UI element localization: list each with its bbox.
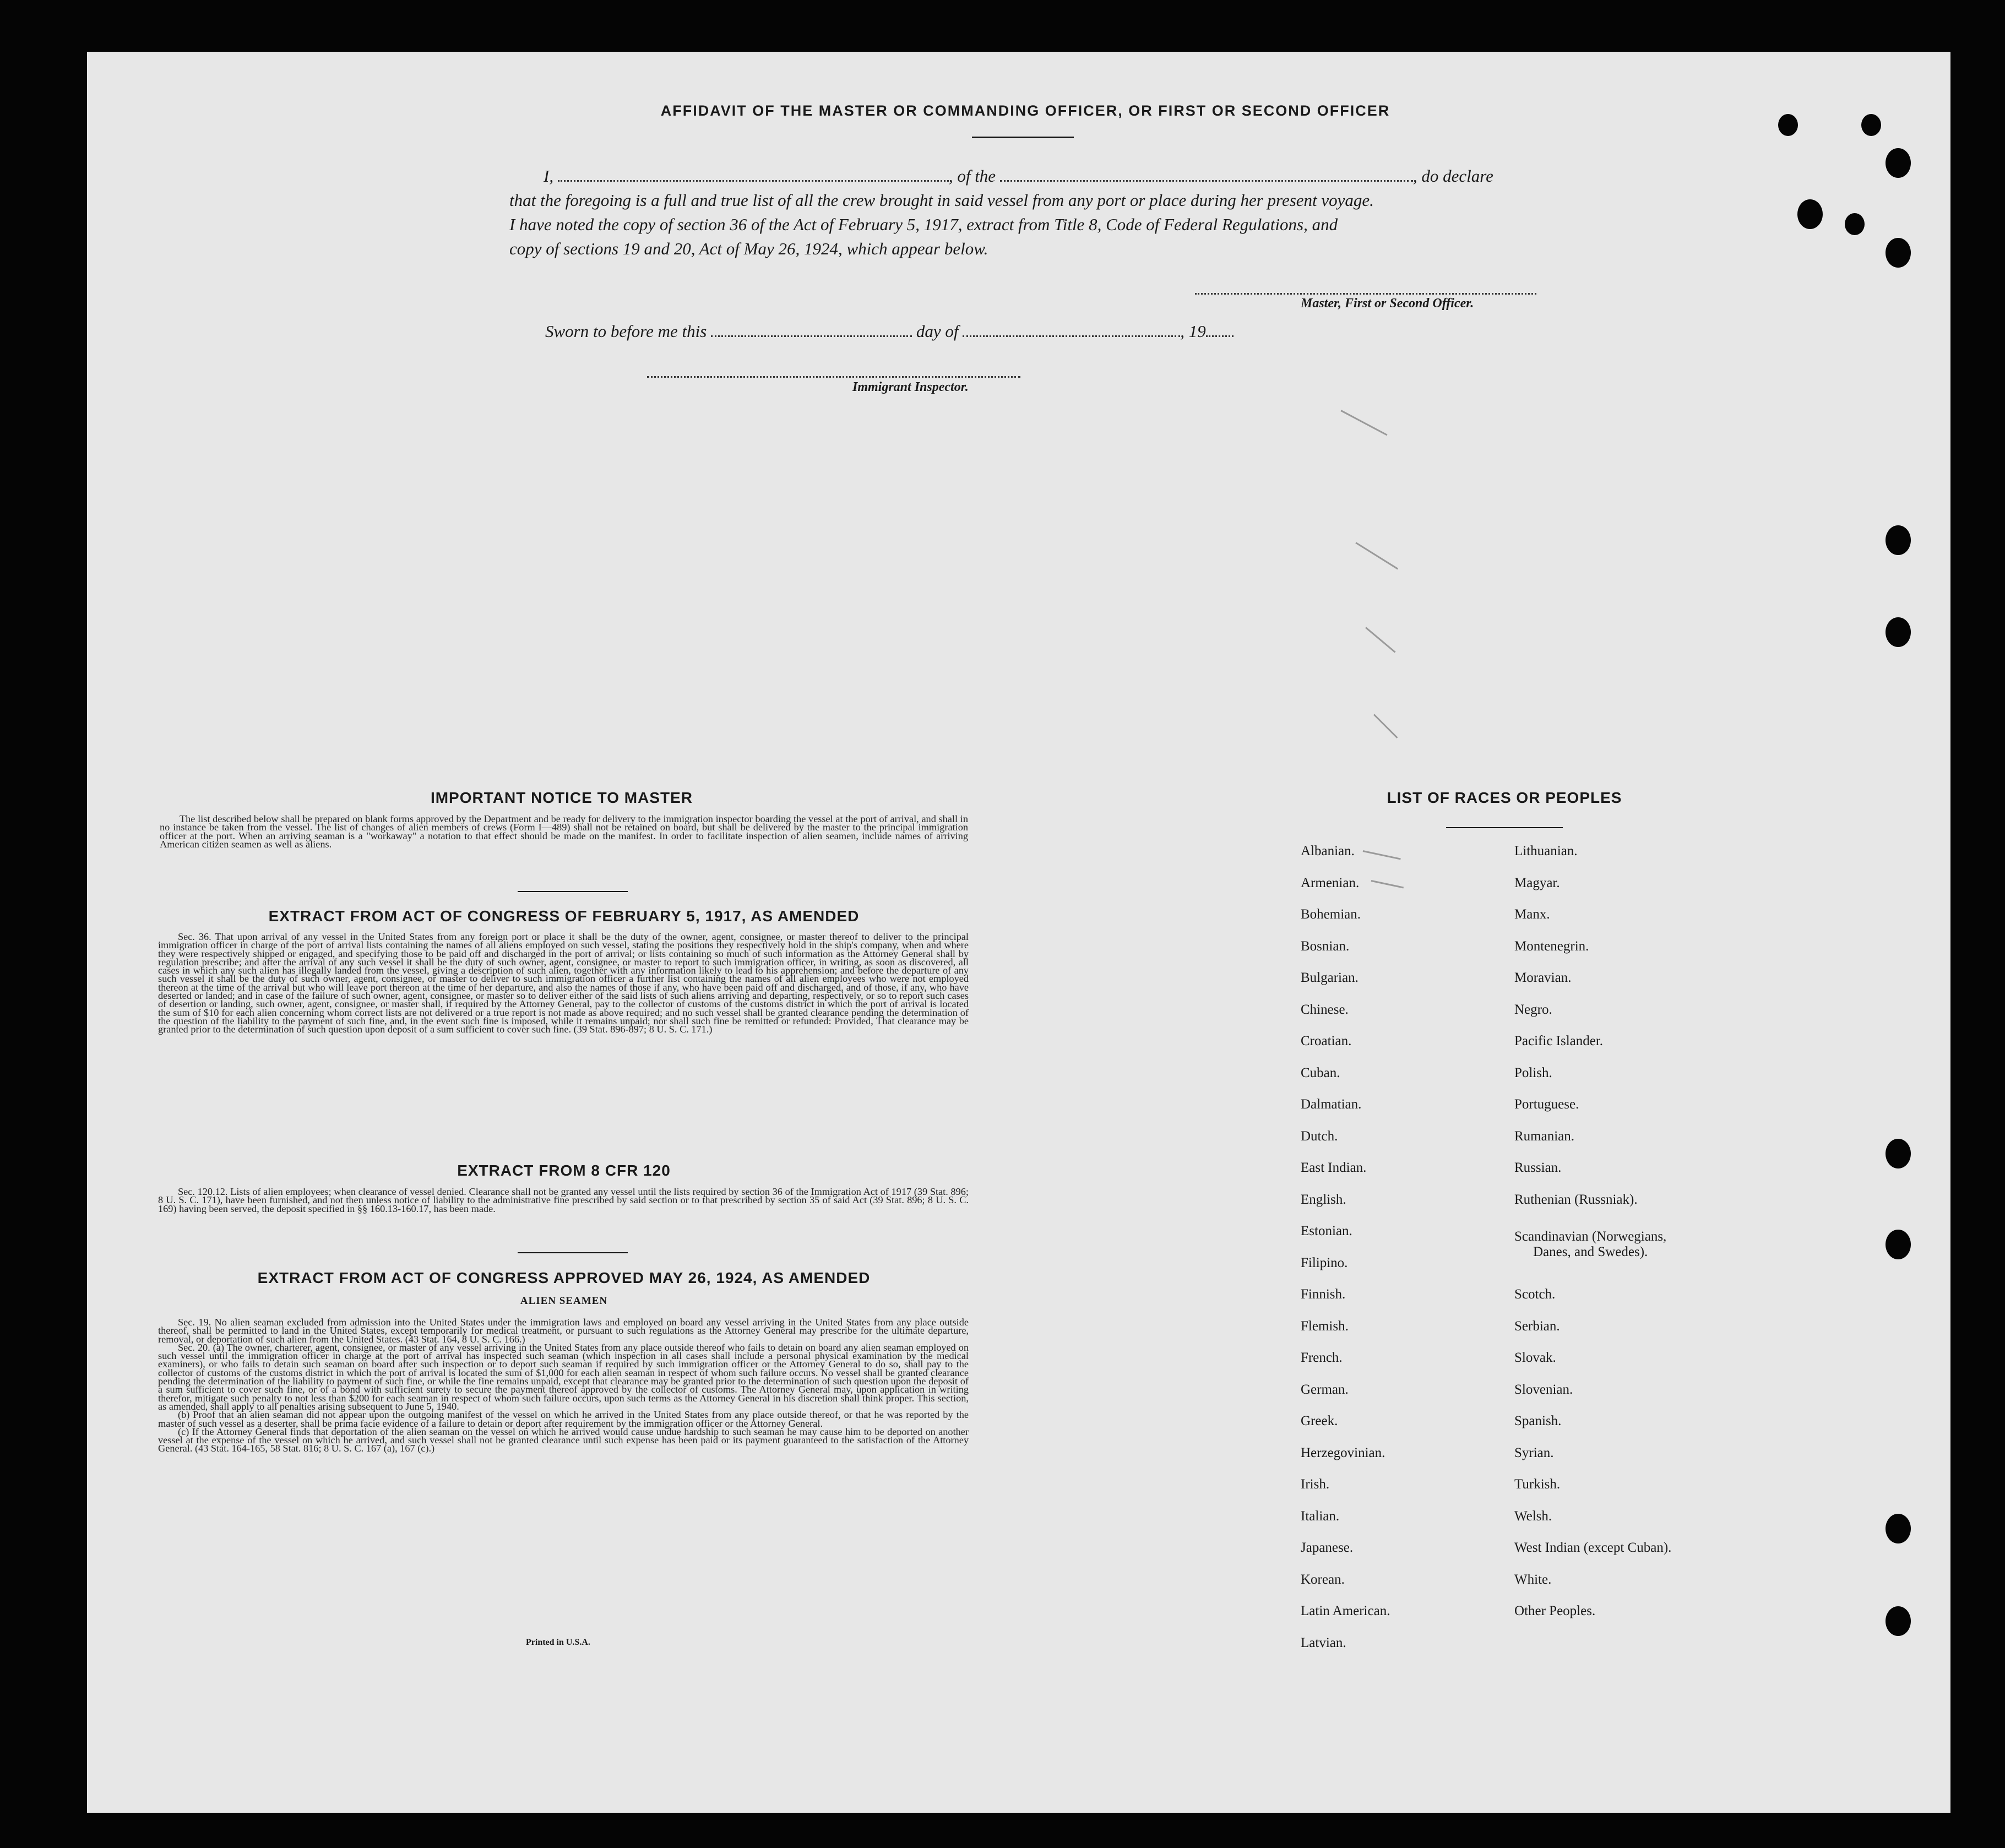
notice-text (160, 815, 968, 849)
sworn-statement (545, 319, 1575, 344)
race-item: Negro. (1514, 1002, 1552, 1017)
title-rule (972, 137, 1074, 138)
race-item: Serbian. (1514, 1319, 1560, 1334)
binder-hole (1886, 1514, 1911, 1543)
race-item: Slovak. (1514, 1350, 1556, 1365)
race-item: German. (1301, 1382, 1349, 1397)
race-item: English. (1301, 1192, 1346, 1207)
race-item: Albanian. (1301, 844, 1355, 858)
declaration-line-1 (509, 164, 1539, 188)
section-rule (518, 1252, 628, 1253)
extract-1924-text (158, 1318, 969, 1453)
race-item: Bohemian. (1301, 907, 1361, 922)
race-item: Scandinavian (Norwegians, (1514, 1229, 1667, 1244)
race-item: Bulgarian. (1301, 970, 1359, 985)
race-item: Syrian. (1514, 1445, 1554, 1460)
binder-hole (1778, 114, 1798, 136)
sec-20c-paragraph: (c) If the Attorney General finds that deportation of the alien seaman on the vessel on which he arrived would cause undue hardship to such seaman he may cause him to be deported on another vessel at the expense of the vessel on which he arrived, and such vessel shall not be granted clearance until such expense has been paid or its payment guaranteed to the satisfaction of the Attorney General. (43 Stat. 164-165, 58 Stat. 816; 8 U. S. C. 167 (a), 167 (c).) (158, 1426, 969, 1454)
race-item: Greek. (1301, 1414, 1338, 1428)
binder-hole (1861, 114, 1881, 136)
race-item: Lithuanian. (1514, 844, 1578, 858)
race-item: Moravian. (1514, 970, 1572, 985)
race-item: Dalmatian. (1301, 1097, 1362, 1112)
declaration-line-3: I have noted the copy of section 36 of the Act of February 5, 1917, extract from Title 8, Code of Federal Regulations, and (509, 215, 1338, 234)
races-title: LIST OF RACES OR PEOPLES (1387, 789, 1622, 806)
race-item: Bosnian. (1301, 939, 1350, 954)
declaration-of-the: , of the (948, 166, 996, 186)
section-rule (518, 891, 628, 892)
race-item: French. (1301, 1350, 1343, 1365)
race-item: Welsh. (1514, 1509, 1552, 1524)
inspector-signature-line[interactable] (647, 376, 1020, 378)
binder-hole (1886, 238, 1911, 268)
binder-hole (1886, 1606, 1911, 1636)
sworn-month-blank[interactable] (963, 323, 1180, 337)
sworn-year-blank[interactable] (1206, 323, 1234, 337)
race-item: Portuguese. (1514, 1097, 1579, 1112)
race-item: Herzegovinian. (1301, 1445, 1385, 1460)
races-title-rule (1446, 827, 1563, 828)
race-item: Flemish. (1301, 1319, 1349, 1334)
race-item: Magyar. (1514, 876, 1560, 890)
declaration (509, 164, 1539, 261)
race-item: Turkish. (1514, 1477, 1561, 1492)
sworn-day-blank[interactable] (711, 323, 912, 337)
vessel-blank[interactable] (1000, 168, 1413, 182)
printed-in-usa: Printed in U.S.A. (526, 1638, 590, 1647)
race-item: Finnish. (1301, 1287, 1346, 1302)
race-item: Armenian. (1301, 876, 1360, 890)
binder-hole (1886, 1139, 1911, 1168)
race-item: Polish. (1514, 1066, 1552, 1080)
sec-20b-paragraph: (b) Proof that an alien seaman did not appear upon the outgoing manifest of the vessel on which he arrived in the United States from any place outside thereof, or that he was reported by the master of such vessel as a deserter, shall be prima facie evidence of a failure to detain or deport after requirement by the immigration officer or the Attorney General. (158, 1409, 969, 1429)
declaration-line-2: that the foregoing is a full and true list of all the crew brought in said vessel from any port or place during her present voyage. (509, 191, 1374, 210)
race-item: Dutch. (1301, 1129, 1338, 1144)
race-item: Montenegrin. (1514, 939, 1589, 954)
race-item: Danes, and Swedes). (1533, 1244, 1648, 1259)
notice-paragraph: The list described below shall be prepared on blank forms approved by the Department and be ready for delivery to the immigration inspector boarding the vessel at the port of arrival, and shall in no instance be taken from the vessel. The list of changes of alien members of crews (Form I—489) shall not be retained on board, but shall be delivered by the master to the principal immigration officer at the port. When an arriving seaman is a "workaway" a notation to that effect should be made on the manifest. In order to facilitate inspection of alien seamen, include names of arriving American citizen seamen as well as aliens. (160, 813, 968, 850)
sworn-day-of: day of (916, 322, 959, 341)
race-item: Rumanian. (1514, 1129, 1575, 1144)
alien-seamen-heading: ALIEN SEAMEN (520, 1295, 608, 1307)
extract-cfr-title: EXTRACT FROM 8 CFR 120 (457, 1162, 671, 1179)
declaration-do-declare: , do declare (1412, 166, 1493, 186)
race-item: Filipino. (1301, 1255, 1348, 1270)
binder-hole (1797, 199, 1823, 229)
race-item: White. (1514, 1572, 1552, 1587)
binder-hole (1886, 1230, 1911, 1259)
section-36-paragraph: Sec. 36. That upon arrival of any vessel in the United States from any foreign port or place it shall be the duty of the owner, agent, consignee, or master thereof to deliver to the principal immigration officer in charge of the port of arrival lists containing the names of all aliens employed on such vessel, stating the positions they respectively hold in the ship's company, when and where they were respectively shipped or engaged, and specifying those to be paid off and discharged in the port of arrival; or lists containing so much of such information as the Attorney General shall by regulation prescribe; and after the arrival of any such vessel it shall be the duty of such owner, agent, consignee, or master to report to such immigration officer, in writing, as soon as discovered, all cases in which any such alien has illegally landed from the vessel, giving a description of such alien, together with any information likely to lead to his apprehension; and before the departure of any such vessel it shall be the duty of such owner, agent, consignee, or master to deliver to such immigration officer a further list containing the names of all alien employees who were not employed thereon at the time of the arrival but who will leave port thereon at the time of her departure, and also the names of those if any, who have been paid off and discharged, and of those, if any, who have deserted or landed; and in case of the failure of such owner, agent, consignee, or master so to deliver either of the said lists of such aliens arriving and departing, respectively, or so to report such cases of desertion or landing, such owner, agent, consignee, or master shall, if required by the Attorney General, pay to the collector of customs of the customs district in which the port of arrival is located the sum of $10 for each alien concerning whom correct lists are not delivered or a true report is not made as above required; and no such vessel shall be granted clearance pending the determination of the question of the liability to the payment of such fine, and, in the event such fine is imposed, while it remains unpaid; nor shall such fine be remitted or refunded: Provided, That clearance may be granted prior to the determination of such question upon deposit of a sum sufficient to cover such fine. (39 Stat. 896-897; 8 U. S. C. 171.) (158, 931, 969, 1035)
binder-hole (1886, 525, 1911, 555)
signature-label: Master, First or Second Officer. (1301, 296, 1474, 311)
race-item: Slovenian. (1514, 1382, 1573, 1397)
race-item: Cuban. (1301, 1066, 1340, 1080)
signature-line[interactable] (1195, 293, 1536, 295)
race-item: Other Peoples. (1514, 1604, 1596, 1618)
declaration-i: I, (544, 166, 554, 186)
race-item: Russian. (1514, 1160, 1562, 1175)
race-item: Spanish. (1514, 1414, 1562, 1428)
race-item: Croatian. (1301, 1034, 1352, 1048)
affidavit-title: AFFIDAVIT OF THE MASTER OR COMMANDING OFFICER, OR FIRST OR SECOND OFFICER (660, 102, 1390, 119)
declaration-line-4: copy of sections 19 and 20, Act of May 26, 1924, which appear below. (509, 239, 988, 258)
race-item: Chinese. (1301, 1002, 1349, 1017)
extract-1917-text (158, 933, 969, 1034)
race-item: Korean. (1301, 1572, 1345, 1587)
race-item: Latin American. (1301, 1604, 1390, 1618)
extract-1917-title: EXTRACT FROM ACT OF CONGRESS OF FEBRUARY 5, 1917, AS AMENDED (268, 907, 860, 925)
extract-cfr-text (158, 1188, 969, 1213)
race-item: Ruthenian (Russniak). (1514, 1192, 1638, 1207)
binder-hole (1886, 617, 1911, 647)
sec-120-12-paragraph: Sec. 120.12. Lists of alien employees; when clearance of vessel denied. Clearance shall not be granted any vessel until the lists required by section 36 of the Immigration Act of 1917 (39 Stat. 896; 8 U. S. C. 171), have been furnished, and not then unless notice of liability to the administrative fine prescribed by said section or to that prescribed by section 35 of said Act (39 Stat. 896; 8 U. S. C. 169) having been served, the deposit specified in §§ 160.13-160.17, has been made. (158, 1186, 969, 1214)
binder-hole (1886, 148, 1911, 178)
sec-20a-paragraph: Sec. 20. (a) The owner, charterer, agent, consignee, or master of any vessel arriving in the United States from any place outside thereof who fails to detain on board any alien seaman employed on such vessel until the immigration officer in charge at the port of arrival has inspected such seaman (which inspection in all cases shall include a personal physical examination by the medical examiners), or who fails to detain such seaman on board after such inspection or to deport such seaman if required by such immigration officer or the Attorney General to do so, shall pay to the collector of customs of the customs district in which the port of arrival is located the sum of $1,000 for each alien seaman in respect of whom such failure occurs. No vessel shall be granted clearance pending the determination of the liability to payment of such fine, or while the fine remains unpaid, except that clearance may be granted prior to the determination of such question upon the deposit of a sum sufficient to cover such fine, or of a bond with sufficient surety to secure the payment thereof approved by the collector of customs. The Attorney General may, upon application in writing therefor, mitigate such penalty to not less than $200 for each seaman in respect of whom such failure occurs, upon such terms as the Attorney General in his discretion shall think proper. This section, as amended, shall apply to all penalties arising subsequent to June 5, 1940. (158, 1341, 969, 1412)
race-item: Japanese. (1301, 1540, 1354, 1555)
race-item: Latvian. (1301, 1635, 1346, 1650)
inspector-label: Immigrant Inspector. (852, 380, 969, 394)
notice-title: IMPORTANT NOTICE TO MASTER (430, 789, 693, 806)
race-item: Manx. (1514, 907, 1550, 922)
race-item: West Indian (except Cuban). (1514, 1540, 1672, 1555)
race-item: Italian. (1301, 1509, 1340, 1524)
race-item: Scotch. (1514, 1287, 1556, 1302)
race-item: Estonian. (1301, 1224, 1352, 1238)
sworn-year: , 19 (1180, 322, 1206, 341)
race-item: Irish. (1301, 1477, 1330, 1492)
binder-hole (1845, 213, 1865, 235)
name-blank[interactable] (558, 168, 949, 182)
race-item: East Indian. (1301, 1160, 1367, 1175)
race-item: Pacific Islander. (1514, 1034, 1604, 1048)
extract-1924-title: EXTRACT FROM ACT OF CONGRESS APPROVED MAY 26, 1924, AS AMENDED (257, 1269, 871, 1286)
sec-19-paragraph: Sec. 19. No alien seaman excluded from admission into the United States under the immigration laws and employed on board any vessel arriving in the United States from any place outside thereof, shall be permitted to land in the United States, except temporarily for medical treatment, or pursuant to such regulations as the Attorney General may prescribe for the ultimate departure, removal, or deportation of such alien from the United States. (43 Stat. 164, 8 U. S. C. 166.) (158, 1317, 969, 1345)
sworn-prefix: Sworn to before me this (545, 322, 707, 341)
